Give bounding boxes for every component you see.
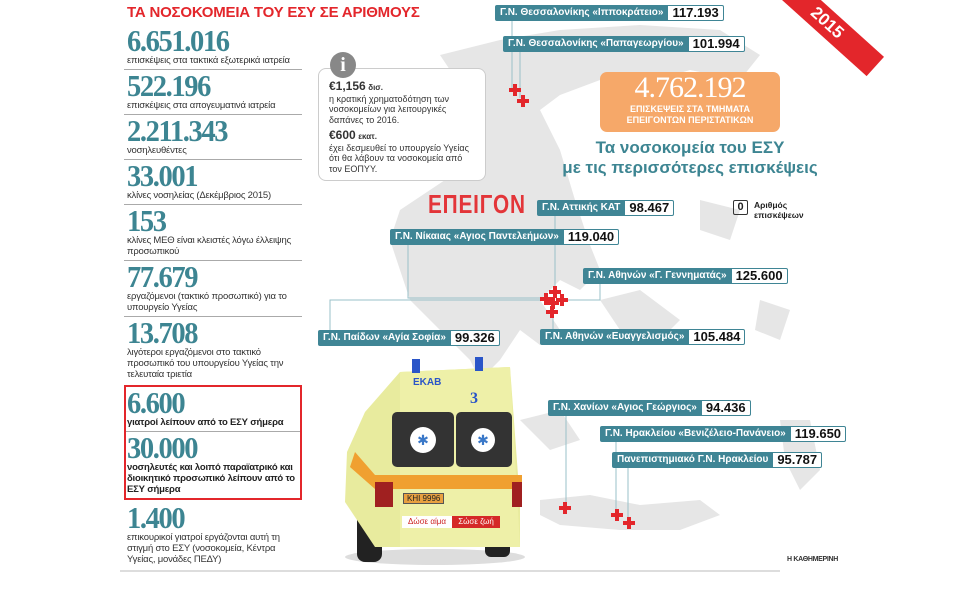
legend-label: Αριθμός επισκέψεων [754,200,804,220]
hospital-name: Γ.Ν. Θεσσαλονίκης «Παπαγεωργίου» [503,36,689,52]
info-icon: i [330,52,356,78]
hospital-visits: 94.436 [702,400,751,416]
hospital-name: Γ.Ν. Θεσσαλονίκης «Ιπποκράτειο» [495,5,668,21]
info-unit: εκατ. [358,132,377,141]
total-visits-label: ΕΠΕΙΓΟΝΤΩΝ ΠΕΡΙΣΤΑΤΙΚΩΝ [626,115,754,125]
hospital-label [612,452,822,468]
stat-desc: νοσηλευτές και λοιπό παραϊατρικό και διοικητικό προσωπικό λείπουν από το ΕΣΥ σήμερα [127,462,295,495]
hospital-label [583,268,788,284]
info-text: η κρατική χρηματοδότηση των νοσοκομείων για λειτουργικές δαπάνες το 2016. [329,93,450,125]
heading-line: με τις περισσότερες επισκέψεις [562,158,818,177]
info-unit: δισ. [368,83,383,92]
stat-number: 2.211.343 [127,113,228,148]
legend-sample: 0 [733,200,748,215]
stat-desc: επικουρικοί γιατροί εργάζονται αυτή τη στιγμή στο ΕΣΥ (νοσοκομεία, Κέντρα Υγείας, μονάδες ΠΕΔΥ) [127,532,280,565]
ambulance-slogan: Δώσε αίμα [402,516,452,528]
stat-desc: εργαζόμενοι (τακτικό προσωπικό) για το υπουργείο Υγείας [127,291,287,313]
hospital-label [390,229,619,245]
stat-item [124,25,302,70]
hospital-label [548,400,751,416]
hospital-visits: 95.787 [773,452,822,468]
hospital-label [495,5,724,21]
hospital-name: Γ.Ν. Παίδων «Αγία Σοφία» [318,330,451,346]
stat-desc: κλίνες νοσηλείας (Δεκέμβριος 2015) [127,190,271,201]
stats-column [124,25,302,568]
total-visits-value: 4.762.192 [634,71,746,104]
stat-number: 77.679 [127,259,198,294]
stat-number: 6.651.016 [127,23,229,58]
hospital-name: Γ.Ν. Αθηνών «Ευαγγελισμός» [540,329,689,345]
hospital-name: Γ.Ν. Ηρακλείου «Βενιζέλειο-Πανάνειο» [600,426,791,442]
hospital-name: Γ.Ν. Αττικής ΚΑΤ [537,200,625,216]
info-box [318,68,486,181]
hospital-visits: 105.484 [689,329,745,345]
ambulance-slogan: Σώσε ζωή [452,516,500,528]
info-text: έχει δεσμευθεί το υπουργείο Υγείας ότι θα λάβουν τα νοσοκομεία από τον ΕΟΠΥΥ. [329,142,469,174]
stat-number: 13.708 [127,315,198,350]
stat-number: 522.196 [127,68,211,103]
stat-number: 153 [127,203,166,238]
info-amount: €600 [329,128,356,142]
stat-item [126,387,300,432]
highlight-box [124,385,302,500]
stat-number: 30.000 [127,430,198,465]
hospital-name: Γ.Ν. Χανίων «Αγιος Γεώργιος» [548,400,702,416]
hospital-label [600,426,846,442]
stat-item [124,160,302,205]
page-title: ΤΑ ΝΟΣΟΚΟΜΕΙΑ ΤΟΥ ΕΣΥ ΣΕ ΑΡΙΘΜΟΥΣ [127,4,420,21]
stat-item [124,502,302,568]
stat-desc: κλίνες ΜΕΘ είναι κλειστές λόγω έλλειψης προσωπικού [127,235,291,257]
heading-line: Τα νοσοκομεία του ΕΣΥ [595,138,785,157]
stat-desc: γιατροί λείπουν από το ΕΣΥ σήμερα [127,417,284,428]
hospital-name: Γ.Ν. Νίκαιας «Αγιος Παντελεήμων» [390,229,564,245]
license-plate: ΚΗΙ 9996 [403,493,444,504]
stat-desc: νοσηλευθέντες [127,145,187,156]
hospital-visits: 98.467 [625,200,674,216]
stat-desc: λιγότεροι εργαζόμενοι στο τακτικό προσωπικό του υπουργείου Υγείας την τελευταία τριετία [127,347,284,380]
stat-item [124,115,302,160]
stat-desc: επισκέψεις στα απογευματινά ιατρεία [127,100,276,111]
stat-item [124,261,302,317]
divider [120,570,780,572]
stat-number: 1.400 [127,500,185,535]
stat-item [126,432,300,498]
hospital-visits: 119.650 [791,426,846,442]
info-amount: €1,156 [329,79,366,93]
stat-item [124,317,302,383]
stat-number: 33.001 [127,158,198,193]
hospital-visits: 125.600 [732,268,788,284]
stat-number: 6.600 [127,385,185,420]
hospital-visits: 99.326 [451,330,500,346]
total-visits-label: ΕΠΙΣΚΕΨΕΙΣ ΣΤΑ ΤΜΗΜΑΤΑ [630,104,750,114]
total-visits-box [600,72,780,132]
hospital-name: Πανεπιστημιακό Γ.Ν. Ηρακλείου [612,452,773,468]
hospital-visits: 119.040 [564,229,619,245]
ambulance-image [335,352,525,567]
hospital-name: Γ.Ν. Αθηνών «Γ. Γεννηματάς» [583,268,732,284]
map-heading [530,138,850,178]
urgent-stamp: ΕΠΕΙΓΟΝ [428,189,526,219]
svg-text:✱: ✱ [477,432,489,448]
year-ribbon: 2015 [770,0,884,76]
ambulance-brand: ΕΚΑΒ [413,377,442,388]
publisher-credit: Η ΚΑΘΗΜΕΡΙΝΗ [787,556,839,563]
svg-text:✱: ✱ [417,432,429,448]
hospital-label [540,329,745,345]
ambulance-unit-number: 3 [470,390,478,407]
hospital-label [503,36,745,52]
stat-desc: επισκέψεις στα τακτικά εξωτερικά ιατρεία [127,55,290,66]
stat-item [124,205,302,261]
hospital-visits: 101.994 [689,36,745,52]
legend [733,200,809,220]
hospital-visits: 117.193 [668,5,723,21]
hospital-label [537,200,674,216]
hospital-label [318,330,500,346]
stat-item [124,70,302,115]
